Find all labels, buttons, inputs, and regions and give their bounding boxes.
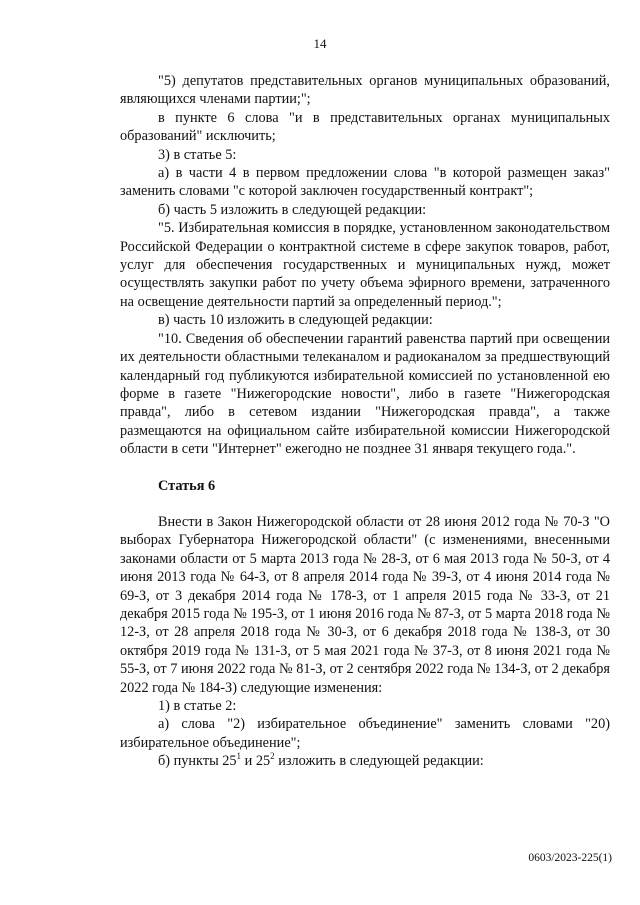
page-number: 14 [313, 36, 327, 51]
paragraph: а) слова "2) избирательное объединение" заменить словами "20) избирательное объединение"; [120, 716, 610, 751]
paragraph: в) часть 10 изложить в следующей редакции: [158, 312, 433, 329]
superscript: 2 [270, 751, 275, 762]
paragraph: "5. Избирательная комиссия в порядке, установленном законодательством Российской Федерации о контрактной системе в сфере закупок товаров, работ, услуг для обеспечения государственных и муниципальных нужд, может осуществлять закупки работ по учету объема эфирного времени, затраченного на освещение деятельности партий за определенный период."; [120, 220, 610, 310]
paragraph: б) часть 5 изложить в следующей редакции: [158, 201, 427, 218]
paragraph: 3) в статье 5: [158, 146, 237, 163]
document-body [120, 72, 610, 771]
paragraph: в пункте 6 слова "и в представительных органах муниципальных образований" исключить; [120, 109, 610, 145]
paragraph: Внести в Закон Нижегородской области от 28 июня 2012 года № 70-З "О выборах Губернатора Нижегородской области" (с изменениями, внесенными законами области от 5 марта 2013 года № 28-З, от 6 мая 2013 года № 50-З, от 4 июня 2013 года № 64-З, от 8 апреля 2014 года № 39-З, от 4 июня 2014 года № 69-З, от 3 декабря 2014 года № 178-З, от 1 апреля 2015 года № 33-З, от 21 декабря 2015 года № 195-З, от 1 июня 2016 года № 87-З, от 5 марта 2018 года № 12-З, от 28 апреля 2018 года № 30-З, от 6 декабря 2018 года № 138-З, от 30 октября 2019 года № 131-З, от 5 мая 2021 года № 37-З, от 8 июня 2021 года № 55-З, от 7 июня 2022 года № 81-З, от 2 сентября 2022 года № 134-З, от 2 декабря 2022 года № 184-З) следующие изменения: [120, 513, 610, 696]
text-fragment: изложить в следующей редакции: [274, 753, 484, 770]
paragraph: 1) в статье 2: [158, 698, 237, 714]
text-fragment: и 25 [241, 753, 271, 770]
paragraph [120, 752, 610, 770]
paragraph: а) в части 4 в первом предложении слова "в которой размещен заказ" заменить словами "с которой заключен государственный контракт"; [120, 165, 610, 200]
superscript: 1 [236, 751, 242, 762]
paragraph: "10. Сведения об обеспечении гарантий равенства партий при освещении их деятельности областными телеканалом и радиоканалом за предшествующий календарный год публикуются избирательной комиссией по установленной ею форме в газете "Нижегородские новости", либо в газете "Нижегородская правда", либо в сетевом издании "Нижегородская правда", а также размещаются на официальном сайте избирательной комиссии Нижегородской области в сети "Интернет" ежегодно не позднее 31 января текущего года.". [120, 330, 610, 458]
paragraph: "5) депутатов представительных органов муниципальных образований, являющихся членами партии;"; [120, 73, 610, 108]
document-code: 0603/2023-225(1) [528, 852, 612, 864]
article-heading: Статья 6 [158, 477, 216, 494]
text-fragment: б) пункты 25 [158, 753, 237, 770]
